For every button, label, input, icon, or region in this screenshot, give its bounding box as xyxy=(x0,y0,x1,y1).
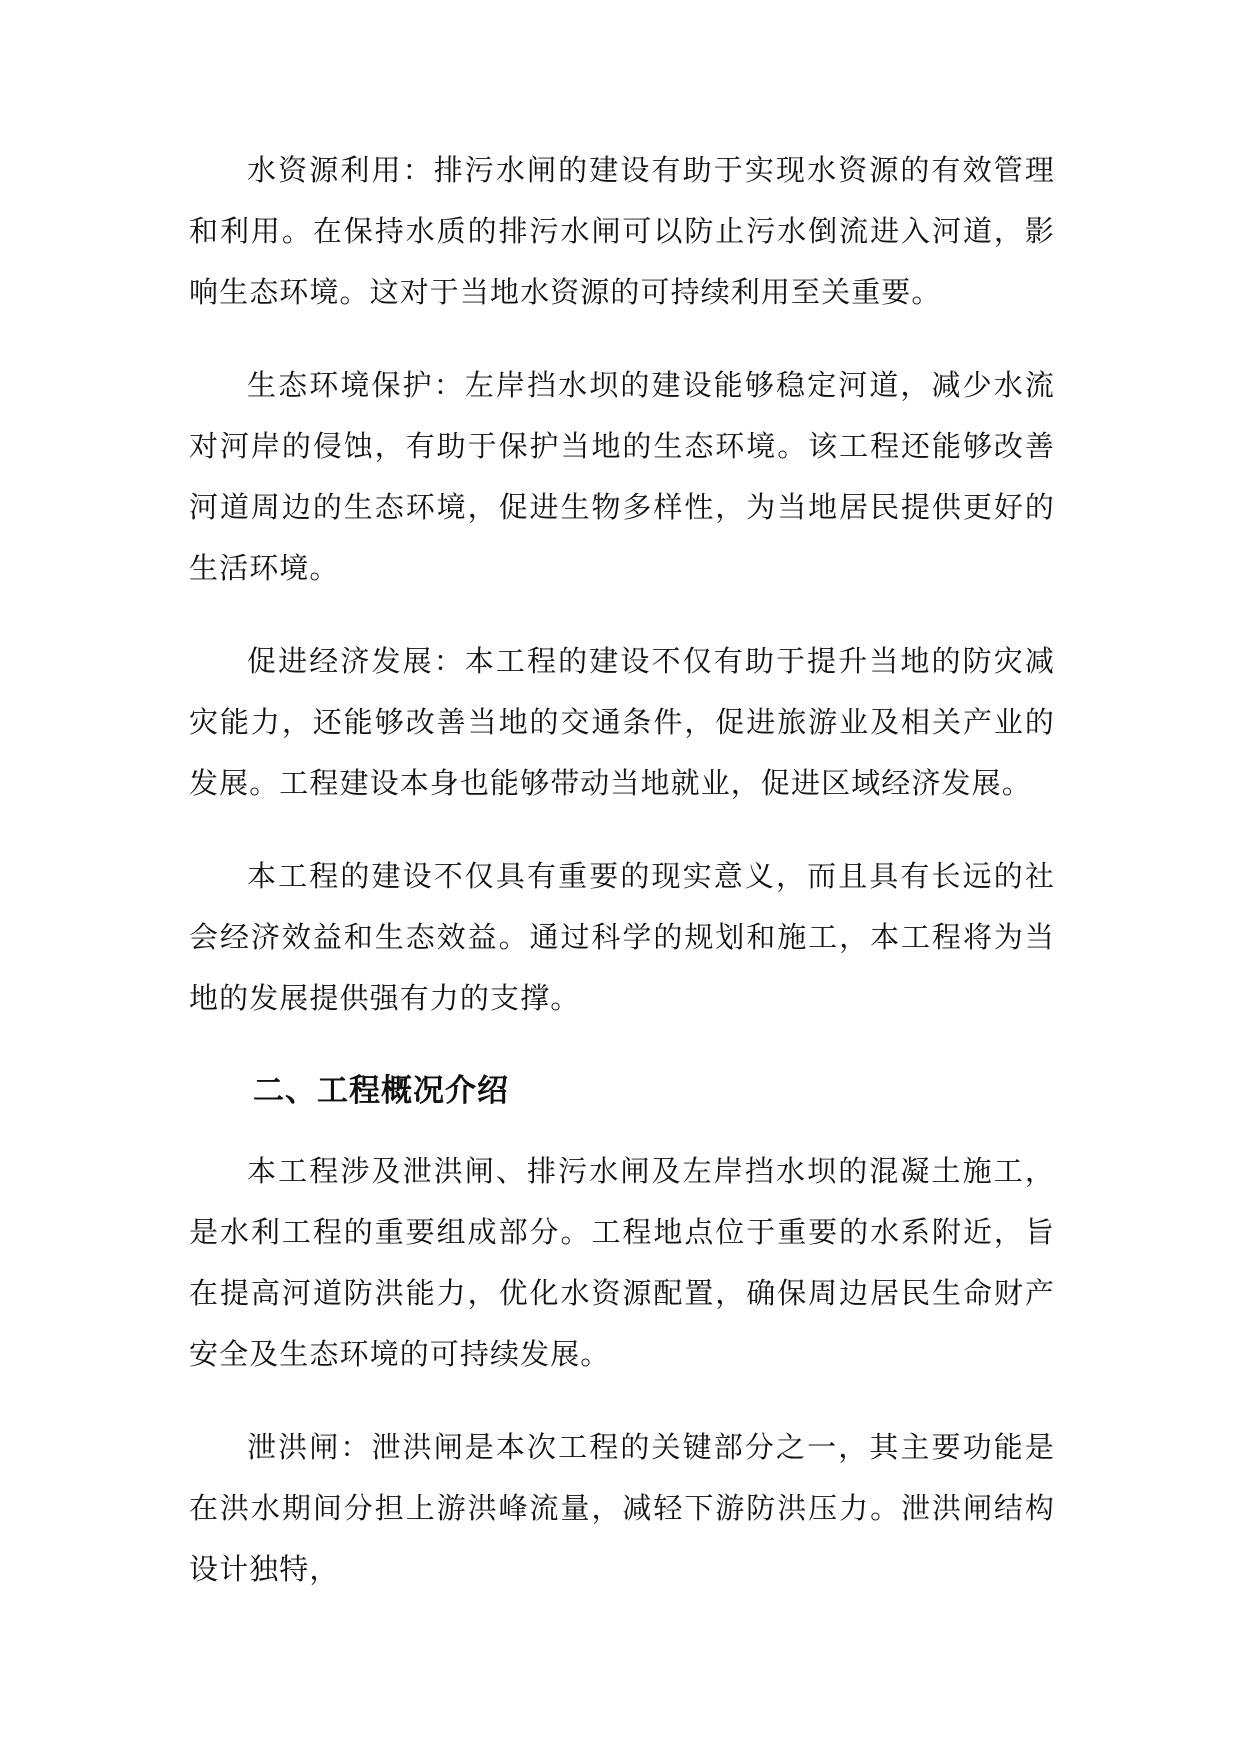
paragraph-ecological-protection: 生态环境保护：左岸挡水坝的建设能够稳定河道，减少水流对河岸的侵蚀，有助于保护当地的生态环境。该工程还能够改善河道周边的生态环境，促进生物多样性，为当地居民提供更好的生活环境。 xyxy=(189,368,1055,585)
paragraph-flood-gate: 泄洪闸：泄洪闸是本次工程的关键部分之一，其主要功能是在洪水期间分担上游洪峰流量，减轻下游防洪压力。泄洪闸结构设计独特， xyxy=(189,1430,1055,1586)
paragraph-water-resource-use: 水资源利用：排污水闸的建设有助于实现水资源的有效管理和利用。在保持水质的排污水闸可以防止污水倒流进入河道，影响生态环境。这对于当地水资源的可持续利用至关重要。 xyxy=(189,153,1055,309)
paragraph-project-overview: 本工程涉及泄洪闸、排污水闸及左岸挡水坝的混凝土施工，是水利工程的重要组成部分。工程地点位于重要的水系附近，旨在提高河道防洪能力，优化水资源配置，确保周边居民生命财产安全及生态环境的可持续发展。 xyxy=(189,1154,1055,1371)
paragraph-economic-development: 促进经济发展：本工程的建设不仅有助于提升当地的防灾减灾能力，还能够改善当地的交通条件，促进旅游业及相关产业的发展。工程建设本身也能够带动当地就业，促进区域经济发展。 xyxy=(189,644,1055,800)
section-heading: 二、工程概况介绍 xyxy=(253,1073,509,1109)
paragraph-project-significance: 本工程的建设不仅具有重要的现实意义，而且具有长远的社会经济效益和生态效益。通过科学的规划和施工，本工程将为当地的发展提供强有力的支撑。 xyxy=(189,859,1055,1015)
document-body xyxy=(189,140,1055,1632)
